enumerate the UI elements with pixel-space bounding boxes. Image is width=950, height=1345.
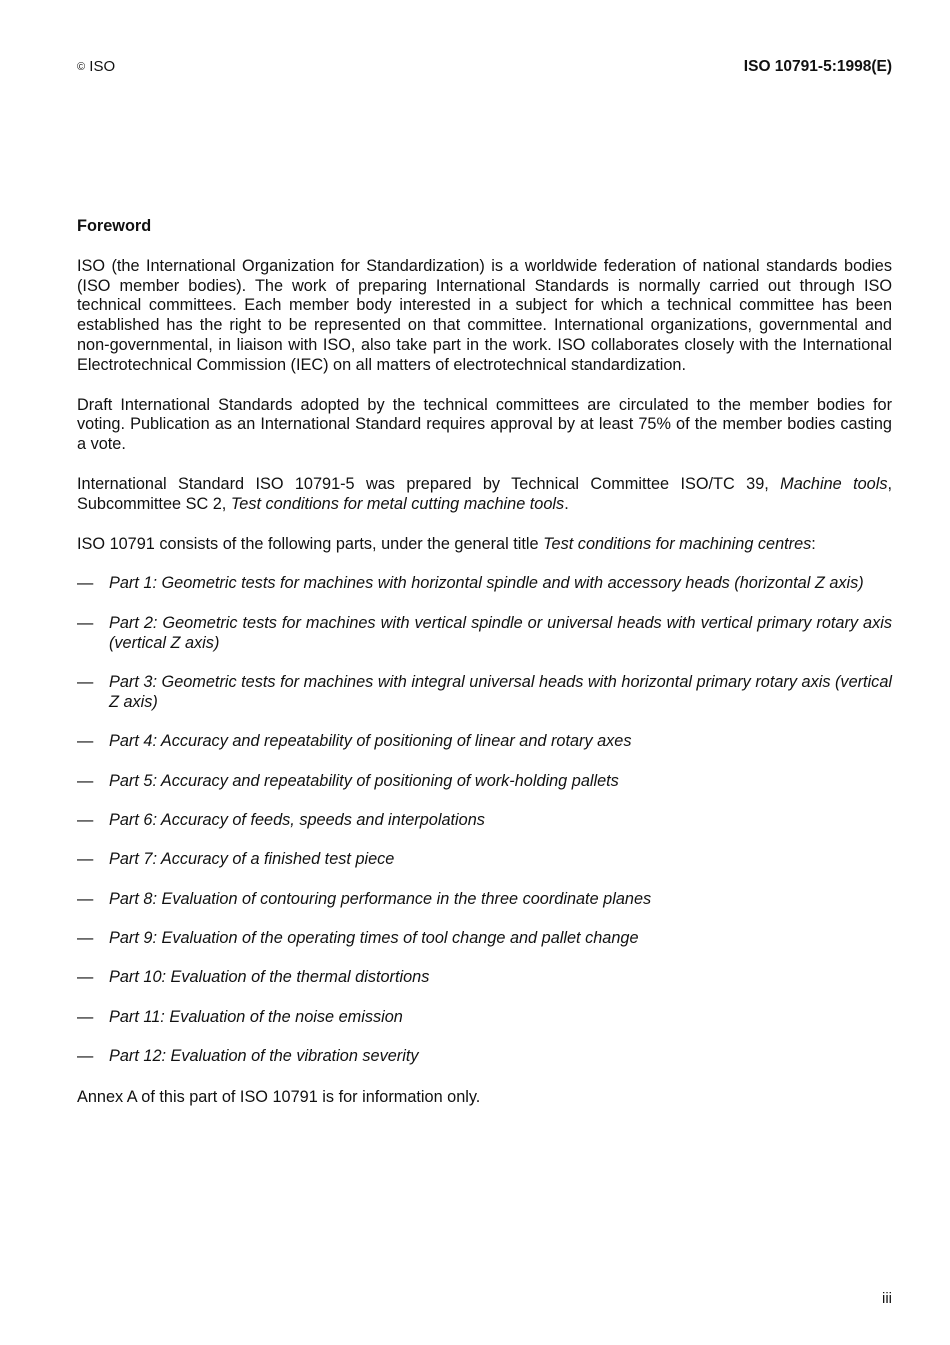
part-title: Part 6: Accuracy of feeds, speeds and interpolations — [109, 810, 485, 829]
foreword-section — [77, 217, 892, 1128]
list-item — [77, 929, 892, 949]
dash-bullet: — — [77, 850, 94, 869]
dash-bullet: — — [77, 771, 94, 790]
committee-title: Machine tools — [780, 474, 888, 493]
dash-bullet: — — [77, 1047, 94, 1066]
header-document-id: ISO 10791-5:1998(E) — [743, 58, 892, 75]
part-title: Part 8: Evaluation of contouring performance in the three coordinate planes — [109, 889, 652, 908]
dash-bullet: — — [77, 929, 94, 948]
dash-bullet: — — [77, 672, 94, 691]
subcommittee-title: Test conditions for metal cutting machine tools — [230, 494, 565, 513]
prepared-by-prefix: International Standard ISO 10791-5 was prepared by Technical Committee ISO/TC 39, — [77, 474, 781, 493]
list-item — [77, 968, 892, 988]
dash-bullet: — — [77, 889, 94, 908]
list-item — [77, 673, 892, 713]
part-title: Part 4: Accuracy and repeatability of positioning of linear and rotary axes — [109, 732, 632, 751]
part-title: Part 1: Geometric tests for machines with horizontal spindle and with accessory heads (horizontal Z axis) — [109, 574, 864, 593]
list-item — [77, 732, 892, 752]
part-title: Part 9: Evaluation of the operating times of tool change and pallet change — [109, 929, 639, 948]
page-number: iii — [882, 1290, 892, 1307]
paragraph-parts-intro — [77, 535, 892, 555]
annex-note: Annex A of this part of ISO 10791 is for information only. — [77, 1088, 481, 1107]
dash-bullet: — — [77, 732, 94, 751]
list-item — [77, 614, 892, 654]
list-item — [77, 1008, 892, 1028]
list-item — [77, 1047, 892, 1067]
parts-list — [77, 574, 892, 1067]
list-item — [77, 772, 892, 792]
list-item — [77, 850, 892, 870]
list-item — [77, 811, 892, 831]
prepared-by-middle: , Subcommittee SC 2, — [77, 474, 892, 513]
dash-bullet: — — [77, 1007, 94, 1026]
part-title: Part 12: Evaluation of the vibration severity — [109, 1047, 419, 1066]
paragraph-iso-federation: ISO (the International Organization for Standardization) is a worldwide federation of national standards bodies (ISO member bodies). The work of preparing International Standards is normally carried out through ISO technical committees. Each member body interested in a subject for which a technical committee has been established has the right to be represented on that committee. International organizations, governmental and non-governmental, in liaison with ISO, also take part in the work. ISO collaborates closely with the International Electrotechnical Commission (IEC) on all matters of electrotechnical standardization. — [77, 256, 892, 374]
header-copyright — [77, 58, 115, 77]
part-title: Part 3: Geometric tests for machines with integral universal heads with horizontal primary rotary axis (vertical Z axis) — [109, 672, 892, 711]
general-title: Test conditions for machining centres — [543, 534, 812, 553]
list-item — [77, 574, 892, 594]
dash-bullet: — — [77, 613, 94, 632]
list-item — [77, 890, 892, 910]
copyright-symbol: © — [77, 61, 86, 73]
parts-intro-suffix: : — [811, 534, 816, 553]
dash-bullet: — — [77, 968, 94, 987]
part-title: Part 5: Accuracy and repeatability of positioning of work-holding pallets — [109, 771, 619, 790]
part-title: Part 10: Evaluation of the thermal distortions — [109, 968, 430, 987]
part-title: Part 7: Accuracy of a finished test piece — [109, 850, 395, 869]
parts-intro-prefix: ISO 10791 consists of the following parts, under the general title — [77, 534, 544, 553]
foreword-title: Foreword — [77, 217, 152, 235]
part-title: Part 11: Evaluation of the noise emission — [109, 1007, 403, 1026]
paragraph-draft-standards: Draft International Standards adopted by the technical committees are circulated to the member bodies for voting. Publication as an International Standard requires approval by at least 75% of the member bodies casting a vote. — [77, 395, 892, 454]
part-title: Part 2: Geometric tests for machines with vertical spindle or universal heads with vertical primary rotary axis (vertical Z axis) — [109, 613, 892, 652]
dash-bullet: — — [77, 810, 94, 829]
header-org: ISO — [89, 58, 116, 75]
prepared-by-suffix: . — [564, 494, 569, 513]
dash-bullet: — — [77, 574, 94, 593]
paragraph-prepared-by — [77, 475, 892, 515]
